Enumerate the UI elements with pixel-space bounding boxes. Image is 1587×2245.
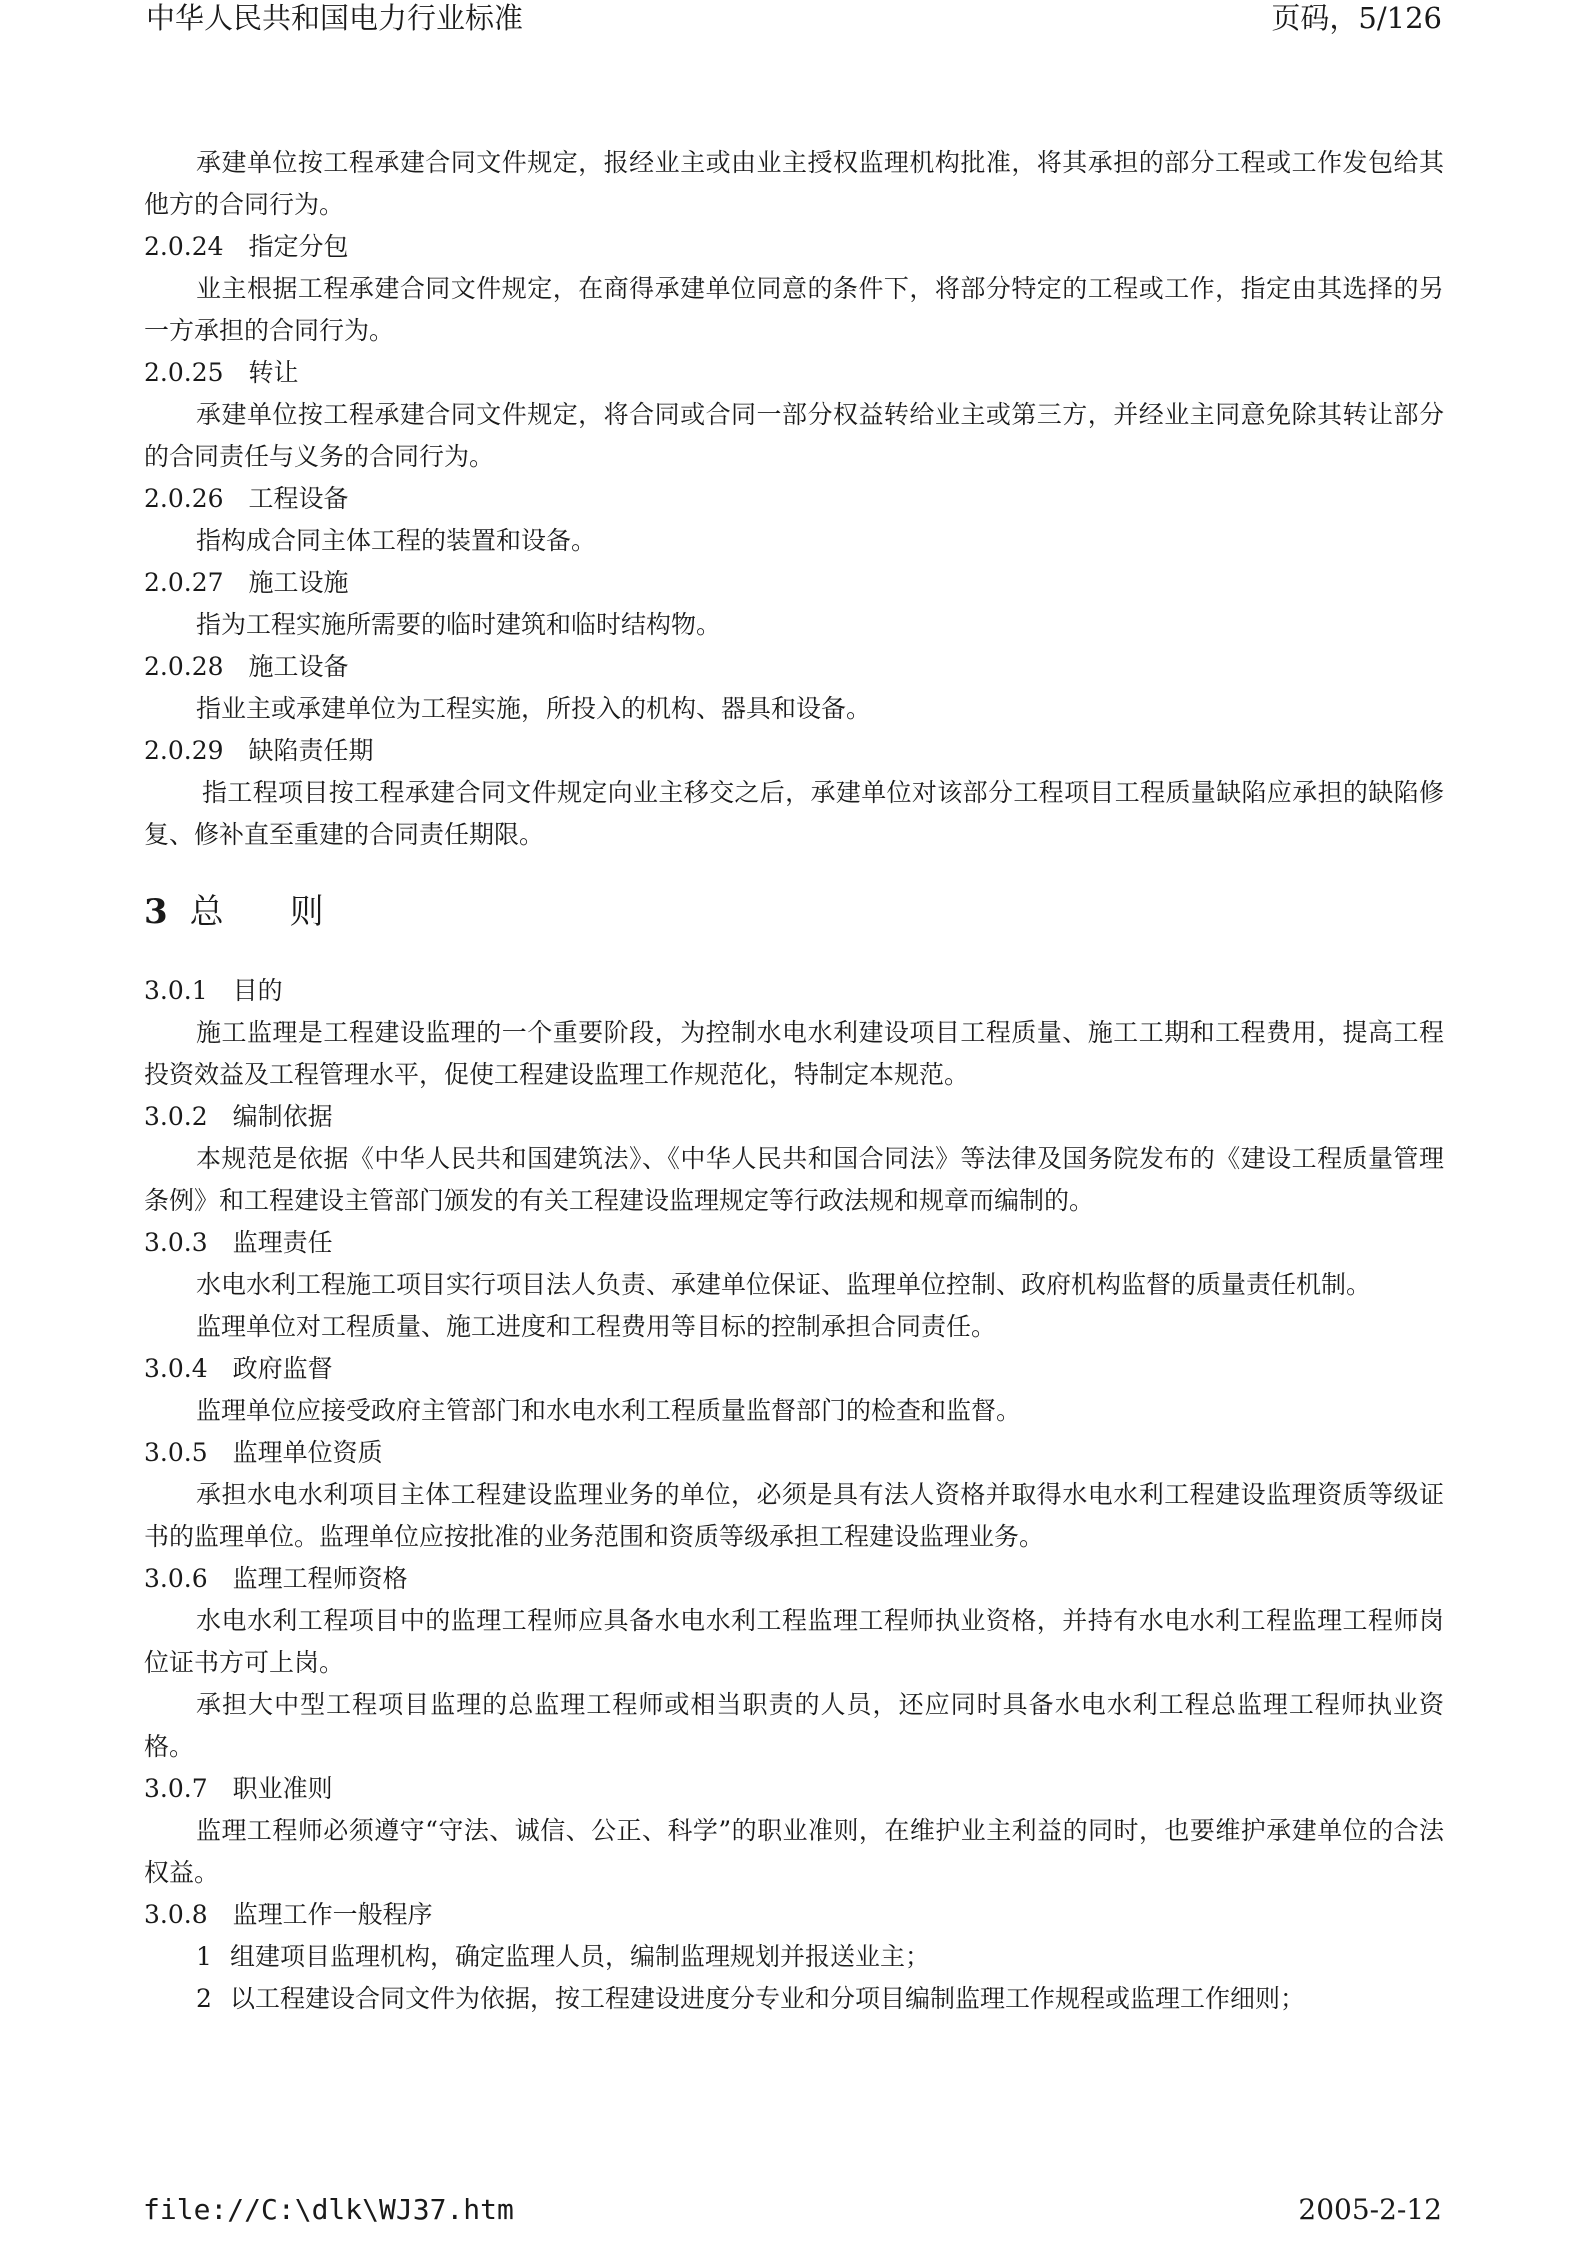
clause-heading: 2.0.27 施工设施 <box>144 568 349 597</box>
paragraph: 水电水利工程项目中的监理工程师应具备水电水利工程监理工程师执业资格，并持有水电水利工程监理工程师岗位证书方可上岗。 <box>144 1606 1444 1677</box>
list-item-number: 2 <box>196 1984 212 2013</box>
clause-heading: 3.0.4 政府监督 <box>144 1354 333 1383</box>
list-item <box>144 1936 1444 1978</box>
clause-heading: 2.0.29 缺陷责任期 <box>144 736 374 765</box>
clause-heading: 2.0.28 施工设备 <box>144 652 349 681</box>
clause-heading: 2.0.26 工程设备 <box>144 484 349 513</box>
section-title-char: 总 <box>189 892 224 932</box>
document-body <box>144 142 1444 2020</box>
footer-date: 2005-2-12 <box>1298 2193 1442 2226</box>
paragraph: 承建单位按工程承建合同文件规定，报经业主或由业主授权监理机构批准，将其承担的部分工程或工作发包给其他方的合同行为。 <box>144 148 1444 219</box>
clause-heading: 2.0.24 指定分包 <box>144 232 349 261</box>
file-path: file://C:\dlk\WJ37.htm <box>143 2193 514 2226</box>
clause-heading: 2.0.25 转让 <box>144 358 299 387</box>
paragraph: 本规范是依据《中华人民共和国建筑法》、《中华人民共和国合同法》等法律及国务院发布的《建设工程质量管理条例》和工程建设主管部门颁发的有关工程建设监理规定等行政法规和规章而编制的。 <box>144 1144 1444 1215</box>
paragraph: 业主根据工程承建合同文件规定，在商得承建单位同意的条件下，将部分特定的工程或工作，指定由其选择的另一方承担的合同行为。 <box>144 274 1444 345</box>
paragraph: 指工程项目按工程承建合同文件规定向业主移交之后，承建单位对该部分工程项目工程质量缺陷应承担的缺陷修复、修补直至重建的合同责任期限。 <box>144 778 1444 849</box>
paragraph: 监理单位应接受政府主管部门和水电水利工程质量监督部门的检查和监督。 <box>196 1396 1022 1425</box>
paragraph: 监理工程师必须遵守“守法、诚信、公正、科学”的职业准则，在维护业主利益的同时，也要维护承建单位的合法权益。 <box>144 1816 1444 1887</box>
clause-heading: 3.0.6 监理工程师资格 <box>144 1564 408 1593</box>
page-number: 页码，5/126 <box>1271 1 1442 35</box>
paragraph: 承建单位按工程承建合同文件规定，将合同或合同一部分权益转给业主或第三方，并经业主同意免除其转让部分的合同责任与义务的合同行为。 <box>144 400 1444 471</box>
list-item <box>144 1978 1444 2020</box>
header-title: 中华人民共和国电力行业标准 <box>146 1 524 35</box>
list-item-number: 1 <box>196 1942 212 1971</box>
paragraph: 指构成合同主体工程的装置和设备。 <box>196 526 597 555</box>
section-number: 3 <box>144 892 168 932</box>
clause-heading: 3.0.8 监理工作一般程序 <box>144 1900 433 1929</box>
section-title-char: 则 <box>289 892 324 932</box>
clause-heading: 3.0.3 监理责任 <box>144 1228 333 1257</box>
paragraph: 施工监理是工程建设监理的一个重要阶段，为控制水电水利建设项目工程质量、施工工期和工程费用，提高工程投资效益及工程管理水平，促使工程建设监理工作规范化，特制定本规范。 <box>144 1018 1444 1089</box>
paragraph: 水电水利工程施工项目实行项目法人负责、承建单位保证、监理单位控制、政府机构监督的质量责任机制。 <box>196 1270 1372 1299</box>
paragraph: 承担水电水利项目主体工程建设监理业务的单位，必须是具有法人资格并取得水电水利工程建设监理资质等级证书的监理单位。监理单位应按批准的业务范围和资质等级承担工程建设监理业务。 <box>144 1480 1444 1551</box>
clause-heading: 3.0.2 编制依据 <box>144 1102 333 1131</box>
paragraph: 承担大中型工程项目监理的总监理工程师或相当职责的人员，还应同时具备水电水利工程总监理工程师执业资格。 <box>144 1690 1444 1761</box>
paragraph: 指业主或承建单位为工程实施，所投入的机构、器具和设备。 <box>196 694 872 723</box>
list-item-text: 组建项目监理机构，确定监理人员，编制监理规划并报送业主； <box>230 1942 931 1971</box>
paragraph: 指为工程实施所需要的临时建筑和临时结构物。 <box>196 610 722 639</box>
paragraph: 监理单位对工程质量、施工进度和工程费用等目标的控制承担合同责任。 <box>196 1312 997 1341</box>
clause-heading: 3.0.1 目的 <box>144 976 283 1005</box>
clause-heading: 3.0.7 职业准则 <box>144 1774 333 1803</box>
clause-heading: 3.0.5 监理单位资质 <box>144 1438 383 1467</box>
list-item-text: 以工程建设合同文件为依据，按工程建设进度分专业和分项目编制监理工作规程或监理工作细则； <box>230 1984 1306 2013</box>
section-title <box>144 892 1444 932</box>
